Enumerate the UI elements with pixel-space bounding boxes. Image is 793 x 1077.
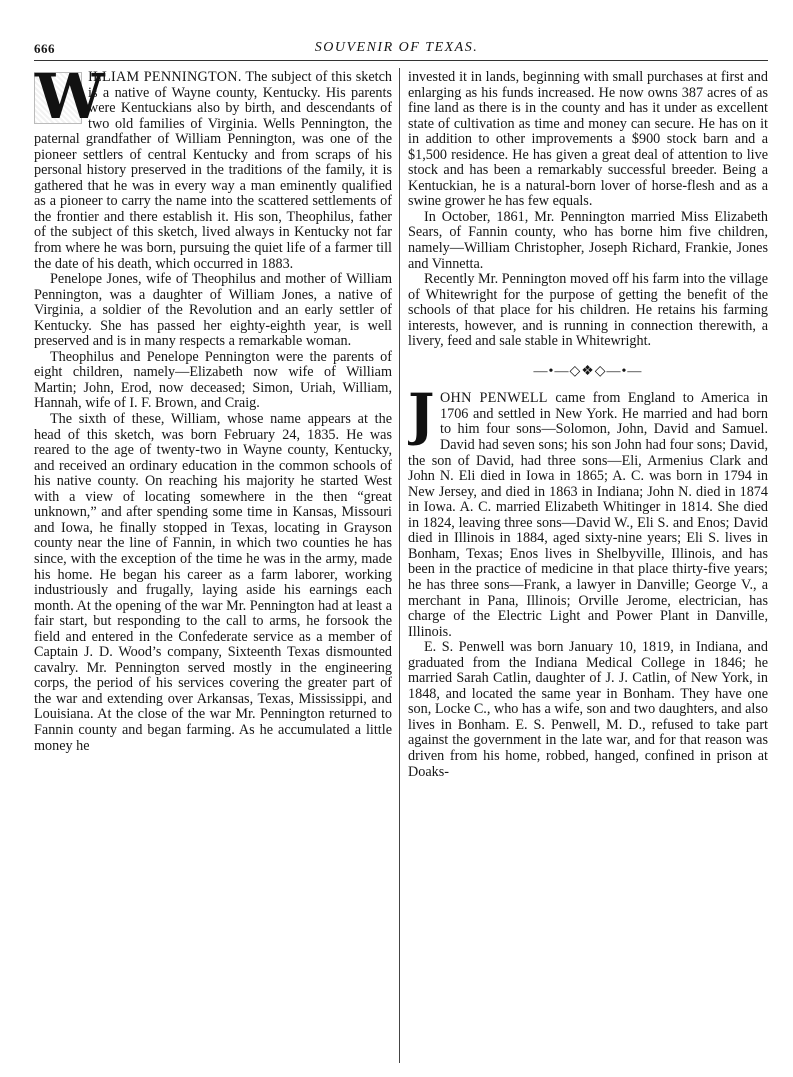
right-column [408,70,768,1065]
ornament-glyphs: —•—◇❖◇—•— [533,363,643,379]
penelope-jones-paragraph: Penelope Jones, wife of Theophilus and mother of William Pennington, was a daughter of William Jones, a native of Virginia, a soldier of the Revolution and an early settler of Kentucky. She has passed her eighty-eighth year, is well preserved and is in many respects a remarkable woman. [34,271,392,350]
es-penwell-paragraph: E. S. Penwell was born January 10, 1819, in Indiana, and graduated from the Indiana Medical College in 1846; he married Sarah Catlin, daughter of J. J. Catlin, of New York, in 1848, and located the same year in Bonham. They have one son, Locke C., who has a wife, son and two daughters, and also lives in Bonham. E. S. Penwell, M. D., refused to take part against the government in the late war, and for that reason was driven from his home, robbed, hanged, confined in prison at Doaks- [408,639,768,780]
dropcap-w: W [35,70,105,133]
children-paragraph: Theophilus and Penelope Pennington were the parents of eight children, namely—Elizabeth now wife of William Martin; John, Erod, now deceased; Simon, Uriah, William, Hannah, wife of I. F. Brown, and Craig. [34,348,392,412]
pennington-intro-paragraph [34,70,392,272]
marriage-paragraph: In October, 1861, Mr. Pennington married Miss Elizabeth Sears, of Fannin county, who has borne him five children, namely—William Christopher, Joseph Richard, Frankie, Jones and Vinnetta. [408,208,768,272]
subject-name-lead: ILLIAM PENNINGTON. [88,70,242,85]
section-ornament [408,364,768,380]
header-rule [34,60,768,61]
subject-name-lead: OHN PENWELL [440,390,548,407]
penwell-intro-paragraph [408,382,768,640]
column-divider [399,68,400,1063]
biography-paragraph: The sixth of these, William, whose name appears at the head of this sketch, was born February 24, 1835. He was reared to the age of twenty-two in Wayne county, Kentucky, and received an ordinary education in the common schools of his native county. On reaching his majority he started West with a view of locating somewhere in the then “great unknown,” and after spending some time in Kansas, Missouri and Iowa, he finally stopped in Texas, locating in Grayson county near the line of Fannin, in which two counties he has since, with the exception of the time he was in the army, made his home. He began his career as a farm laborer, working industriously and frugally, laying aside his earnings each month. At the opening of the war Mr. Pennington had at least a fair start, but responding to the call to arms, he forsook the field and entered in the Confederate service as a member of Captain J. D. Wood’s company, Sixteenth Texas dismounted cavalry. Mr. Pennington served mostly in the engineering corps, the period of his services covering the greater part of the war and extending over Arkansas, Texas, Mississippi, and Louisiana. At the close of the war Mr. Pennington returned to Fannin county and began farming. As he accumulated a little money he [34,411,392,754]
continued-paragraph: invested it in lands, beginning with small purchases at first and enlarging as his funds increased. He now owns 387 acres of as fine land as there is in the county and has it under as excellent state of cultivation as time and money can secure. He has on it in addition to other improvements a $900 stock barn and a $1,500 residence. He has given a great deal of attention to live stock and has been a remarkably successful breeder. Being a Kentuckian, he is a natural-born lover of horse-flesh and as a swine grower he has few equals. [408,70,768,210]
paragraph-text: The subject of this sketch is a native of Wayne county, Kentucky. His parents were Kentuckians also by birth, and descendants of two old families of Virginia. Wells Pennington, the paternal grandfather of William Pennington, was one of the pioneer settlers of central Kentucky and from scraps of his personal history preserved in the traditions of the family, it is gathered that he was in every way a man eminently qualified as a pioneer to carry the name into the scattered settlements of the frontier and there establish it. His son, Theophilus, father of the subject of this sketch, lived always in Kentucky not far from where he was born, pursuing the quiet life of a farmer till the date of his death, which occurred in 1883. [34,70,392,272]
dropcap-j: J [408,382,435,449]
paragraph-text: came from England to America in 1706 and settled in New York. He married and had born to him four sons—Solomon, John, David and Samuel. David had seven sons; his son John had four sons; David, the son of David, had three sons—Eli, Armenius Clark and John N. Eli died in Iowa in 1865; A. C. was born in 1794 in New Jersey, and died in 1863 in Indiana; John N. died in 1874 in Iowa. A. C. married Elizabeth Whitinger in 1814. She died in 1824, leaving three sons—David W., Eli S. and Enos; David died in Illinois in 1884, aged sixty-nine years; Eli S. lives in Bonham, Texas; Enos lives in Shelbyville, Illinois, and has been in the practice of medicine in that place thirty-five years; he has three sons—Frank, a lawyer in Danville; George V., a merchant in Pana, Illinois; Orville Jerome, electrician, has charge of the Electric Light and Power Plant in Danville, Illinois. [408,390,768,640]
whitewright-paragraph: Recently Mr. Pennington moved off his farm into the village of Whitewright for the purpose of getting the benefit of the schools of that place for his children. He retains his farming interests, however, and is running in connection therewith, a livery, feed and sale stable in Whitewright. [408,271,768,350]
left-column [34,70,392,1065]
page-number: 666 [34,41,55,56]
running-head: SOUVENIR OF TEXAS. [314,40,479,55]
